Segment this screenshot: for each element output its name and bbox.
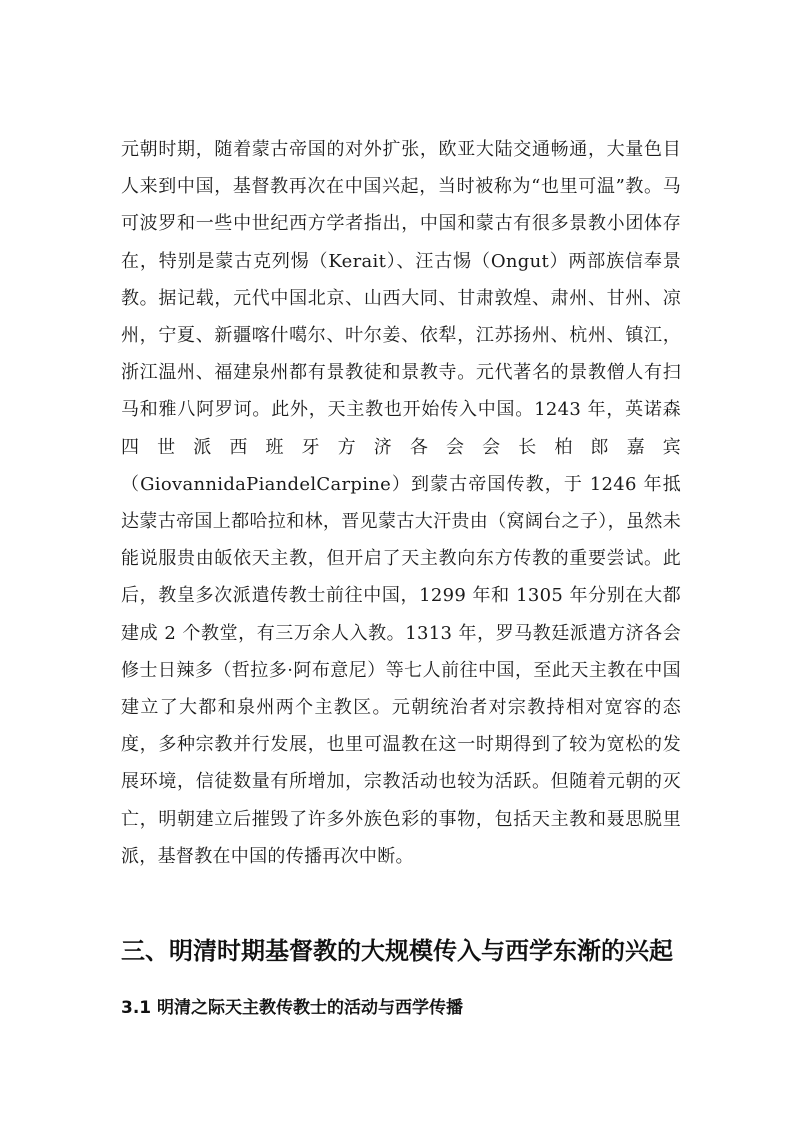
subsection-heading: 3.1 明清之际天主教传教士的活动与西学传播 [121, 998, 464, 1018]
section-heading: 三、明清时期基督教的大规模传入与西学东渐的兴起 [121, 937, 673, 965]
body-paragraph: 元朝时期，随着蒙古帝国的对外扩张，欧亚大陆交通畅通，大量色目人来到中国，基督教再次在中国兴起，当时被称为“也里可温”教。马可波罗和一些中世纪西方学者指出，中国和蒙古有很多景教小团体存在，特别是蒙古克列惕（Kerait）、汪古惕（Ongut）两部族信奉景教。据记载，元代中国北京、山西大同、甘肃敦煌、肃州、甘州、凉州，宁夏、新疆喀什噶尔、叶尔姜、依犁，江苏扬州、杭州、镇江，浙江温州、福建泉州都有景教徒和景教寺。元代著名的景教僧人有扫马和雅八阿罗诃。此外，天主教也开始传入中国。1243 年，英诺森四世派西班牙方济各会会长柏郎嘉宾（GiovannidaPiandelCarpine）到蒙古帝国传教，于 1246 年抵达蒙古帝国上都哈拉和林，晋见蒙古大汗贵由（窝阔台之子），虽然未能说服贵由皈依天主教，但开启了天主教向东方传教的重要尝试。此后，教皇多次派遣传教士前往中国，1299 年和 1305 年分别在大都建成 2 个教堂，有三万余人入教。1313 年，罗马教廷派遣方济各会修士日辣多（哲拉多·阿布意尼）等七人前往中国，至此天主教在中国建立了大都和泉州两个主教区。元朝统治者对宗教持相对宽容的态度，多种宗教并行发展，也里可温教在这一时期得到了较为宽松的发展环境，信徒数量有所增加，宗教活动也较为活跃。但随着元朝的灭亡，明朝建立后摧毁了许多外族色彩的事物，包括天主教和聂思脱里派，基督教在中国的传播再次中断。 [121, 139, 681, 867]
